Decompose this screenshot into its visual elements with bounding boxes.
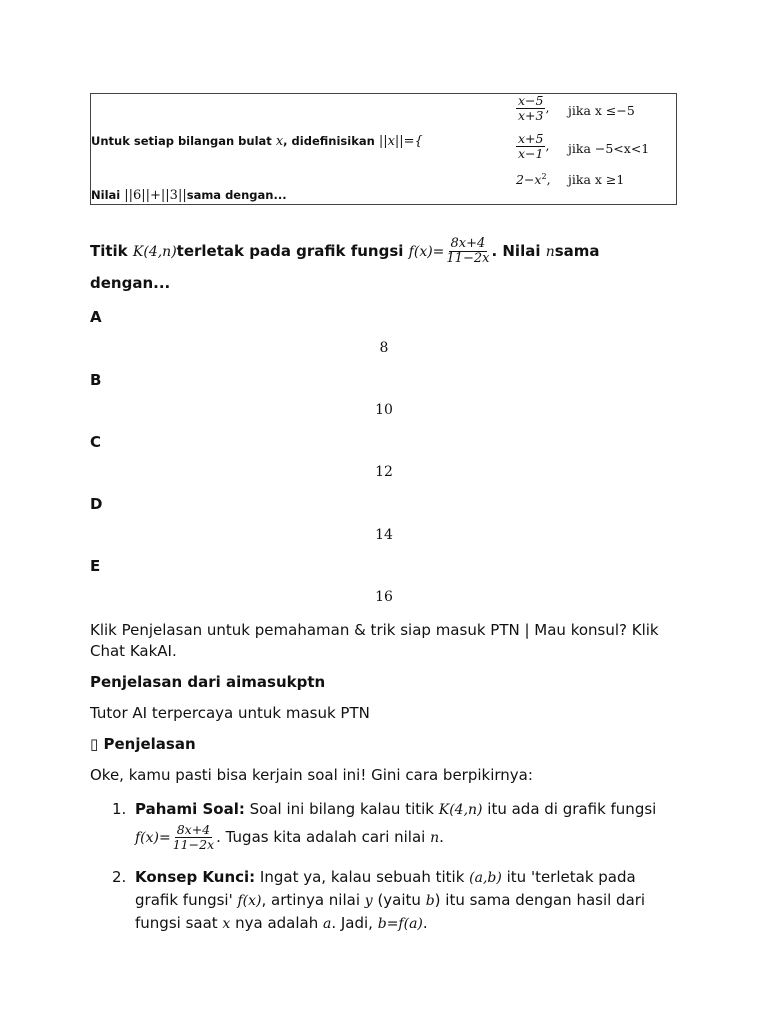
option-d-letter[interactable]: D: [90, 495, 103, 513]
option-c-value[interactable]: 12: [375, 464, 393, 480]
explanation-heading: ▯ Penjelasan: [90, 735, 196, 753]
previous-question-definition: [91, 134, 423, 149]
option-b-value[interactable]: 10: [375, 402, 393, 418]
option-e-value[interactable]: 16: [375, 589, 393, 605]
piece-3-condition: jika x ≥1: [568, 172, 625, 187]
previous-question-prompt: Nilai ||6||+||3||sama dengan...: [91, 188, 287, 203]
question-text: Titik K(4,n)terletak pada grafik fungsi f(x)= $\frac{8x+4}{11-2x}$ . Nilai nsama dengan...: [90, 235, 600, 292]
option-a-letter[interactable]: A: [90, 308, 102, 326]
piece-3: $2-x^2$, jika x ≥1: [516, 172, 625, 188]
tagline: Tutor AI terpercaya untuk masuk PTN: [90, 704, 370, 722]
point-k: K(4,n): [132, 244, 177, 260]
intro-line: Oke, kamu pasti bisa kerjain soal ini! Gini cara berpikirnya:: [90, 766, 533, 784]
piece-1: $\frac{x-5}{x+3}$ , jika x ≤−5: [518, 93, 635, 123]
option-d-value[interactable]: 14: [375, 527, 393, 543]
step-2: 2. Konsep Kunci: Ingat ya, kalau sebuah titik (a,b) itu 'terletak pada grafik fungsi' f(x), artinya nilai y (yaitu b) itu sama dengan hasil dari fungsi saat x nya adalah a. Jadi, b=f(a).: [112, 867, 646, 932]
piece-2: $\frac{x+5}{x-1}$ , jika −5<x<1: [518, 131, 650, 161]
definition-intro: Untuk setiap bilangan bulat: [91, 134, 272, 148]
definition-var: x: [275, 134, 284, 149]
definition-text: , didefinisikan: [283, 134, 375, 148]
function-fraction: $\frac{8x+4}{11-2x}$: [446, 235, 490, 266]
explanation-source: Penjelasan dari aimasukptn: [90, 673, 326, 691]
steps-list: [90, 796, 680, 935]
piece-1-condition: jika x ≤−5: [568, 103, 635, 118]
option-e-letter[interactable]: E: [90, 557, 101, 575]
option-b-letter[interactable]: B: [90, 371, 102, 389]
step-1-fraction: $\frac{8x+4}{11-2x}$: [172, 822, 215, 852]
promo-text: Klik Penjelasan untuk pemahaman & trik siap masuk PTN | Mau konsul? Klik Chat KakAI.: [90, 621, 659, 660]
definition-lhs: ||x||={: [378, 134, 423, 149]
step-1: 1. Pahami Soal: Soal ini bilang kalau titik K(4,n) itu ada di grafik fungsi f(x)= $\frac{8x+4}{11-2x}$ . Tugas kita adalah cari nilai n.: [112, 800, 657, 852]
option-c-letter[interactable]: C: [90, 433, 102, 451]
previous-question-box: [90, 93, 677, 205]
function-f: f(x)=: [408, 244, 445, 260]
option-a-value[interactable]: 8: [379, 340, 389, 356]
piece-2-condition: jika −5<x<1: [568, 141, 650, 156]
